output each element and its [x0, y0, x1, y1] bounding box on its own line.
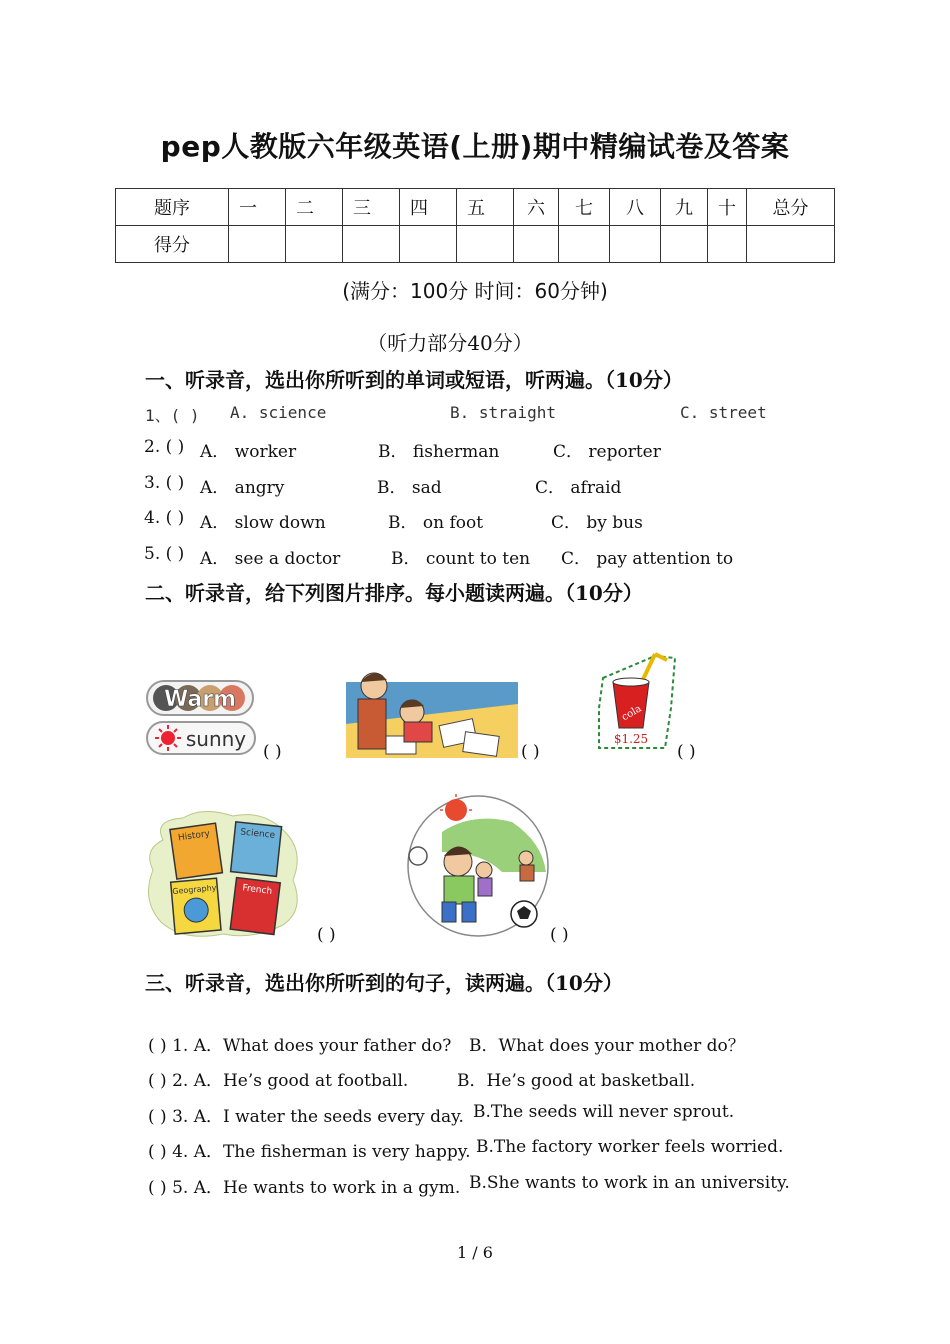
- section2-heading: 二、听录音，给下列图片排序。每小题读两遍。（10分）: [145, 581, 643, 605]
- q5-option-a[interactable]: A． see a doctor: [200, 549, 341, 569]
- section1-heading: 一、听录音，选出你所听到的单词或短语，听两遍。（10分）: [145, 368, 683, 392]
- score-table: [115, 188, 835, 263]
- header-cell: 十: [708, 189, 747, 226]
- score-cell[interactable]: [286, 226, 343, 263]
- book-french-label: French: [241, 883, 273, 897]
- s3-q1-option-b[interactable]: B．What does your mother do？: [469, 1036, 745, 1056]
- page-number: 1 / 6: [457, 1243, 493, 1262]
- cola-label: cola: [620, 703, 644, 724]
- score-cell[interactable]: [457, 226, 514, 263]
- header-cell: 九: [661, 189, 708, 226]
- s3-q2-option-b[interactable]: B．He’s good at basketball.: [457, 1071, 696, 1091]
- picture3-answer-blank[interactable]: ( ): [677, 742, 696, 762]
- header-cell: 二: [286, 189, 343, 226]
- q5-number: 5. ( ): [144, 544, 185, 564]
- score-cell[interactable]: [559, 226, 610, 263]
- header-cell: 四: [400, 189, 457, 226]
- school-books-picture: [143, 810, 303, 940]
- q4-option-c[interactable]: C． by bus: [551, 513, 643, 533]
- header-cell: 三: [343, 189, 400, 226]
- cola-picture: [595, 648, 679, 754]
- score-cell[interactable]: [400, 226, 457, 263]
- header-cell: 题序: [116, 189, 229, 226]
- listening-part-label: （听力部分40分）: [367, 331, 533, 355]
- sunny-label: sunny: [185, 727, 247, 751]
- q1-option-a[interactable]: A. science: [230, 403, 327, 422]
- row-label-cell: 得分: [116, 226, 229, 263]
- page-title: pep人教版六年级英语(上册)期中精编试卷及答案: [160, 130, 790, 163]
- q2-option-b[interactable]: B． fisherman: [378, 442, 500, 462]
- warm-label: Warm: [163, 687, 237, 712]
- book-history-label: History: [177, 829, 211, 844]
- picture4-answer-blank[interactable]: ( ): [317, 925, 336, 945]
- q2-option-a[interactable]: A． worker: [200, 442, 297, 462]
- q5-option-c[interactable]: C． pay attention to: [561, 549, 734, 569]
- score-cell[interactable]: [708, 226, 747, 263]
- picture2-answer-blank[interactable]: ( ): [521, 742, 540, 762]
- weather-words-picture: [144, 678, 260, 758]
- book-geography-label: Geography: [171, 883, 217, 897]
- picture1-answer-blank[interactable]: ( ): [263, 742, 282, 762]
- picture5-answer-blank[interactable]: ( ): [550, 925, 569, 945]
- header-cell: 六: [514, 189, 559, 226]
- q3-option-b[interactable]: B． sad: [377, 478, 442, 498]
- score-cell[interactable]: [610, 226, 661, 263]
- cola-price: $1.25: [613, 732, 649, 746]
- header-cell: 七: [559, 189, 610, 226]
- playing-football-picture: [402, 792, 552, 940]
- s3-q4-option-b[interactable]: B.The factory worker feels worried.: [476, 1137, 784, 1157]
- s3-q1-option-a[interactable]: ( ) 1. A．What does your father do?: [148, 1036, 452, 1056]
- full-score-note: (满分：100分 时间：60分钟): [342, 279, 608, 303]
- score-table-score-row: [116, 226, 835, 263]
- q3-option-a[interactable]: A． angry: [200, 478, 285, 498]
- s3-q3-option-a[interactable]: ( ) 3. A．I water the seeds every day.: [148, 1107, 464, 1127]
- score-cell[interactable]: [343, 226, 400, 263]
- score-cell[interactable]: [747, 226, 835, 263]
- q2-number: 2. ( ): [144, 437, 185, 457]
- score-cell[interactable]: [661, 226, 708, 263]
- kids-drawing-picture: [346, 664, 518, 758]
- s3-q4-option-a[interactable]: ( ) 4. A．The fisherman is very happy.: [148, 1142, 471, 1162]
- header-cell: 八: [610, 189, 661, 226]
- q3-number: 3. ( ): [144, 473, 185, 493]
- q5-option-b[interactable]: B． count to ten: [391, 549, 531, 569]
- s3-q5-option-b[interactable]: B.She wants to work in an university.: [469, 1173, 790, 1193]
- q4-option-b[interactable]: B． on foot: [388, 513, 484, 533]
- q4-option-a[interactable]: A． slow down: [200, 513, 326, 533]
- section3-heading: 三、听录音，选出你所听到的句子，读两遍。（10分）: [145, 971, 623, 995]
- s3-q3-option-b[interactable]: B.The seeds will never sprout.: [473, 1102, 735, 1122]
- s3-q2-option-a[interactable]: ( ) 2. A．He’s good at football.: [148, 1071, 409, 1091]
- header-cell: 一: [229, 189, 286, 226]
- header-cell: 五: [457, 189, 514, 226]
- q4-number: 4. ( ): [144, 508, 185, 528]
- s3-q5-option-a[interactable]: ( ) 5. A．He wants to work in a gym.: [148, 1178, 461, 1198]
- q1-option-b[interactable]: B. straight: [450, 403, 556, 422]
- q2-option-c[interactable]: C． reporter: [553, 442, 661, 462]
- score-table-header-row: [116, 189, 835, 226]
- q3-option-c[interactable]: C． afraid: [535, 478, 622, 498]
- score-cell[interactable]: [514, 226, 559, 263]
- q1-number: 1、( ): [145, 406, 200, 425]
- q1-option-c[interactable]: C. street: [680, 403, 767, 422]
- header-cell: 总分: [747, 189, 835, 226]
- book-science-label: Science: [239, 827, 276, 841]
- score-cell[interactable]: [229, 226, 286, 263]
